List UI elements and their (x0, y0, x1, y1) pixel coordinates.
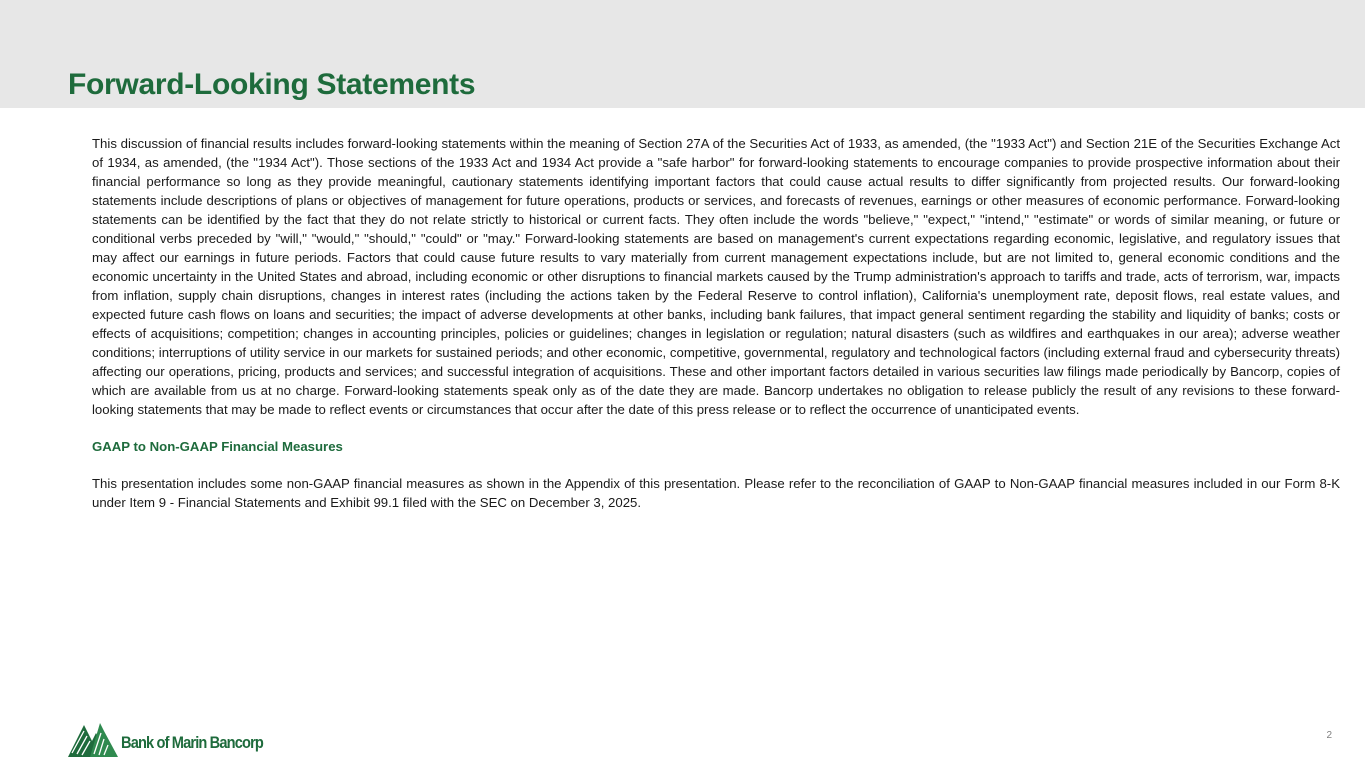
logo-text: Bank of Marin Bancorp (121, 733, 263, 752)
trees-mountain-icon (68, 719, 118, 757)
page-number: 2 (1326, 730, 1332, 741)
page-title: Forward-Looking Statements (68, 68, 476, 101)
non-gaap-paragraph: This presentation includes some non-GAAP financial measures as shown in the Appendix of this presentation. Please refer to the reconciliation of GAAP to Non-GAAP financial measures included in our Form 8-K under Item 9 - Financial Statements and Exhibit 99.1 filed with the SEC on December 3, 2025. (92, 476, 1340, 510)
section-heading-gaap: GAAP to Non-GAAP Financial Measures (92, 439, 343, 454)
company-logo (68, 718, 286, 758)
forward-looking-paragraph: This discussion of financial results includes forward-looking statements within the meaning of Section 27A of the Securities Act of 1933, as amended, (the "1933 Act") and Section 21E of the Securities Exchange Act of 1934, as amended, (the "1934 Act"). Those sections of the 1933 Act and 1934 Act provide a "safe harbor" for forward-looking statements to encourage companies to provide prospective information about their financial performance so long as they provide meaningful, cautionary statements identifying important factors that could cause actual results to differ significantly from projected results. Our forward-looking statements include descriptions of plans or objectives of management for future operations, products or services, and forecasts of revenues, earnings or other measures of economic performance. Forward-looking statements can be identified by the fact that they do not relate strictly to historical or current facts. They often include the words "believe," "expect," "intend," "estimate" or words of similar meaning, or future or conditional verbs preceded by "will," "would," "should," "could" or "may." Forward-looking statements are based on management's current expectations regarding economic, legislative, and regulatory issues that may affect our earnings in future periods. Factors that could cause future results to vary materially from current management expectations include, but are not limited to, general economic conditions and the economic uncertainty in the United States and abroad, including economic or other disruptions to financial markets caused by the Trump administration's approach to tariffs and trade, acts of terrorism, war, impacts from inflation, supply chain disruptions, changes in interest rates (including the actions taken by the Federal Reserve to control inflation), California's unemployment rate, deposit flows, real estate values, and expected future cash flows on loans and securities; the impact of adverse developments at other banks, including bank failures, that impact general sentiment regarding the stability and liquidity of banks; costs or effects of acquisitions; competition; changes in accounting principles, policies or guidelines; changes in legislation or regulation; natural disasters (such as wildfires and earthquakes in our area); adverse weather conditions; interruptions of utility service in our markets for sustained periods; and other economic, competitive, governmental, regulatory and technological factors (including external fraud and cybersecurity threats) affecting our operations, pricing, products and services; and successful integration of acquisitions. These and other important factors detailed in various securities law filings made periodically by Bancorp, copies of which are available from us at no charge. Forward-looking statements speak only as of the date they are made. Bancorp undertakes no obligation to release publicly the result of any revisions to these forward-looking statements that may be made to reflect events or circumstances that occur after the date of this press release or to reflect the occurrence of unanticipated events. (92, 136, 1340, 417)
content-area (92, 134, 1340, 512)
